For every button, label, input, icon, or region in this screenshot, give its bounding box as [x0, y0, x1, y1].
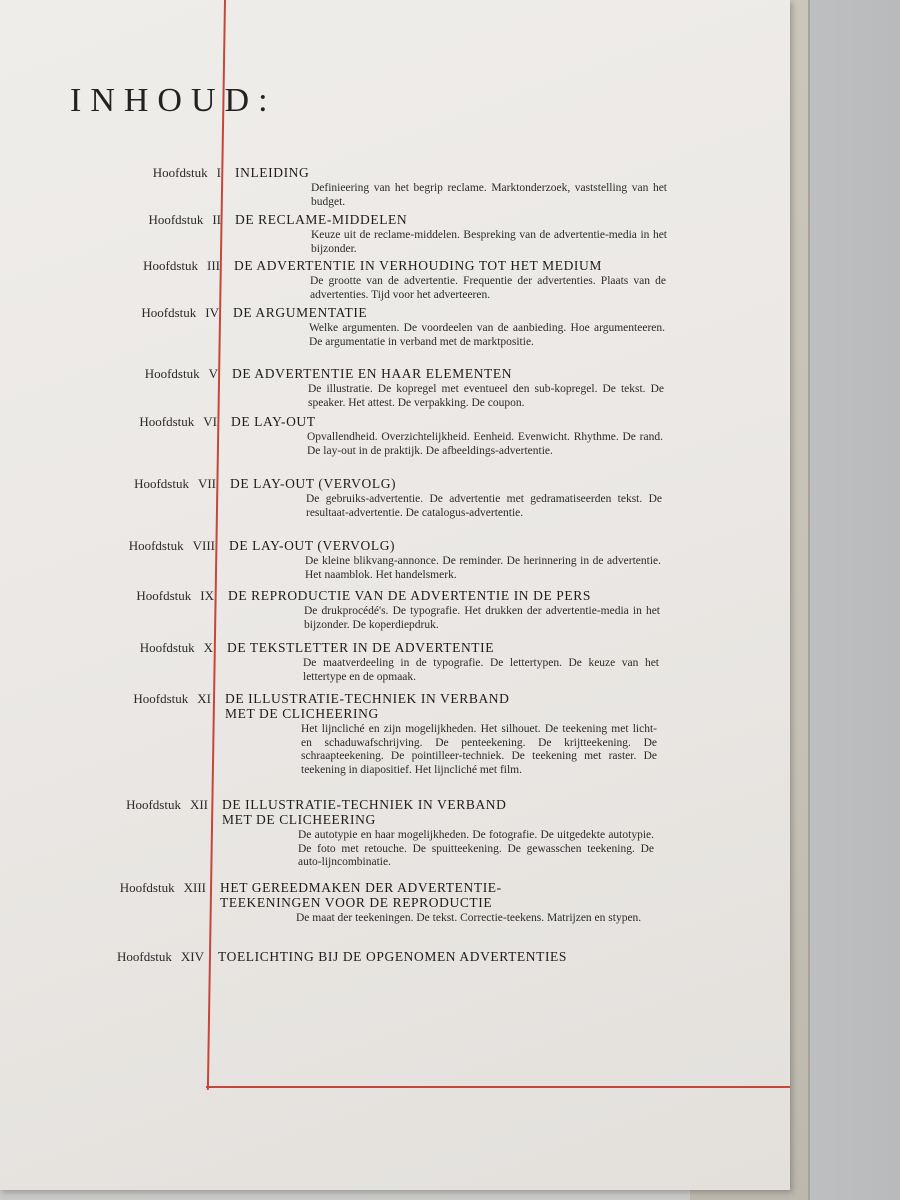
chapter-title: INLEIDING: [235, 165, 310, 180]
chapter-description: De drukprocédé's. De typografie. Het drukken der advertentie-media in het bijzonder. De koperdiepdruk.: [304, 605, 660, 631]
chapter-entry: [141, 305, 793, 349]
chapter-entry: [126, 797, 654, 870]
chapter-entry: [133, 691, 657, 777]
chapter-title: DE LAY-OUT (VERVOLG): [230, 476, 397, 491]
chapter-entry: [128, 538, 789, 582]
chapter-entry: [117, 949, 778, 964]
chapter-label: Hoofdstuk XIV: [117, 949, 204, 964]
chapter-description: Welke argumenten. De voordeelen van de aanbieding. Hoe argumenteeren. De argumentatie in verband met de marktpositie.: [309, 322, 665, 348]
chapter-entry: [134, 476, 790, 520]
chapter-label: Hoofdstuk IV: [141, 305, 219, 320]
chapter-description: De illustratie. De kopregel met eventueel den sub-kopregel. De tekst. De speaker. Het attest. De verpakking. De coupon.: [308, 383, 664, 409]
chapter-description: De maatverdeeling in de typografie. De lettertypen. De keuze van het lettertype en de opmaak.: [303, 657, 659, 683]
chapter-label: Hoofdstuk XI: [133, 691, 211, 706]
chapter-label: Hoofdstuk XIII: [119, 880, 206, 895]
chapter-title: TOELICHTING BIJ DE OPGENOMEN ADVERTENTIES: [218, 949, 568, 964]
chapter-title: DE TEKSTLETTER IN DE ADVERTENTIE: [227, 640, 495, 655]
chapter-label: Hoofdstuk V: [144, 366, 218, 381]
chapter-entry: [119, 880, 642, 926]
chapter-label: Hoofdstuk III: [143, 258, 220, 273]
chapter-title: DE LAY-OUT: [231, 414, 316, 429]
chapter-entry: [148, 212, 795, 256]
chapter-entry: [136, 588, 788, 632]
chapter-title: HET GEREEDMAKEN DER ADVERTENTIE-TEEKENINGEN VOOR DE REPRODUCTIE: [220, 880, 502, 910]
chapter-title: DE RECLAME-MIDDELEN: [235, 212, 408, 227]
chapter-entry: [144, 366, 792, 410]
chapter-label: Hoofdstuk VIII: [128, 538, 215, 553]
chapter-label: Hoofdstuk XII: [126, 797, 208, 812]
chapter-entry: [139, 414, 791, 458]
chapter-entry: [152, 165, 795, 209]
chapter-entry: [139, 640, 787, 684]
chapter-title: DE ILLUSTRATIE-TECHNIEK IN VERBAND MET DE CLICHEERING: [225, 691, 510, 721]
chapter-title: DE ARGUMENTATIE: [233, 305, 368, 320]
chapter-entry: [143, 258, 794, 302]
chapter-title: DE ADVERTENTIE EN HAAR ELEMENTEN: [232, 366, 513, 381]
chapter-title: DE ILLUSTRATIE-TECHNIEK IN VERBAND MET DE CLICHEERING: [222, 797, 507, 827]
chapter-title: DE REPRODUCTIE VAN DE ADVERTENTIE IN DE PERS: [228, 588, 591, 603]
chapter-label: Hoofdstuk X: [139, 640, 213, 655]
chapter-description: Het lijncliché en zijn mogelijkheden. Het silhouet. De teekening met licht- en schaduwafschrijving. De penteekening. De krijtteekening. De schraapteekening. De pointilleer-techniek. De teekening met raster. De teekening in diapositief. Het lijncliché met film.: [301, 723, 657, 776]
chapter-label: Hoofdstuk IX: [136, 588, 214, 603]
chapter-label: Hoofdstuk VII: [134, 476, 216, 491]
chapter-description: De kleine blikvang-annonce. De reminder. De herinnering in de advertentie. Het naamblok. Het handelsmerk.: [305, 555, 661, 581]
chapter-description: Opvallendheid. Overzichtelijkheid. Eenheid. Evenwicht. Rhythme. De rand. De lay-out in de praktijk. De afbeeldings-advertentie.: [307, 431, 663, 457]
page-title: INHOUD:: [70, 82, 277, 119]
chapter-title: DE ADVERTENTIE IN VERHOUDING TOT HET MEDIUM: [234, 258, 602, 273]
horizontal-red-rule: [206, 1086, 790, 1088]
chapter-description: Keuze uit de reclame-middelen. Bespreking van de advertentie-media in het bijzonder.: [311, 229, 667, 255]
chapter-label: Hoofdstuk VI: [139, 414, 217, 429]
chapter-description: Definieering van het begrip reclame. Marktonderzoek, vaststelling van het budget.: [311, 182, 667, 208]
chapter-title: DE LAY-OUT (VERVOLG): [229, 538, 396, 553]
chapter-description: De grootte van de advertentie. Frequentie der advertenties. Plaats van de advertenties. Tijd voor het adverteeren.: [310, 275, 666, 301]
chapter-label: Hoofdstuk II: [148, 212, 221, 227]
chapter-description: De autotypie en haar mogelijkheden. De fotografie. De uitgedekte autotypie. De foto met retouche. De spuitteekening. De gewasschen teekening. De auto-lijncombinatie.: [298, 829, 654, 868]
chapter-description: De gebruiks-advertentie. De advertentie met gedramatiseerden tekst. De resultaat-advertentie. De catalogus-advertentie.: [306, 493, 662, 519]
chapter-label: Hoofdstuk I: [152, 165, 221, 180]
chapter-description: De maat der teekeningen. De tekst. Correctie-teekens. Matrijzen en stypen.: [296, 912, 642, 924]
